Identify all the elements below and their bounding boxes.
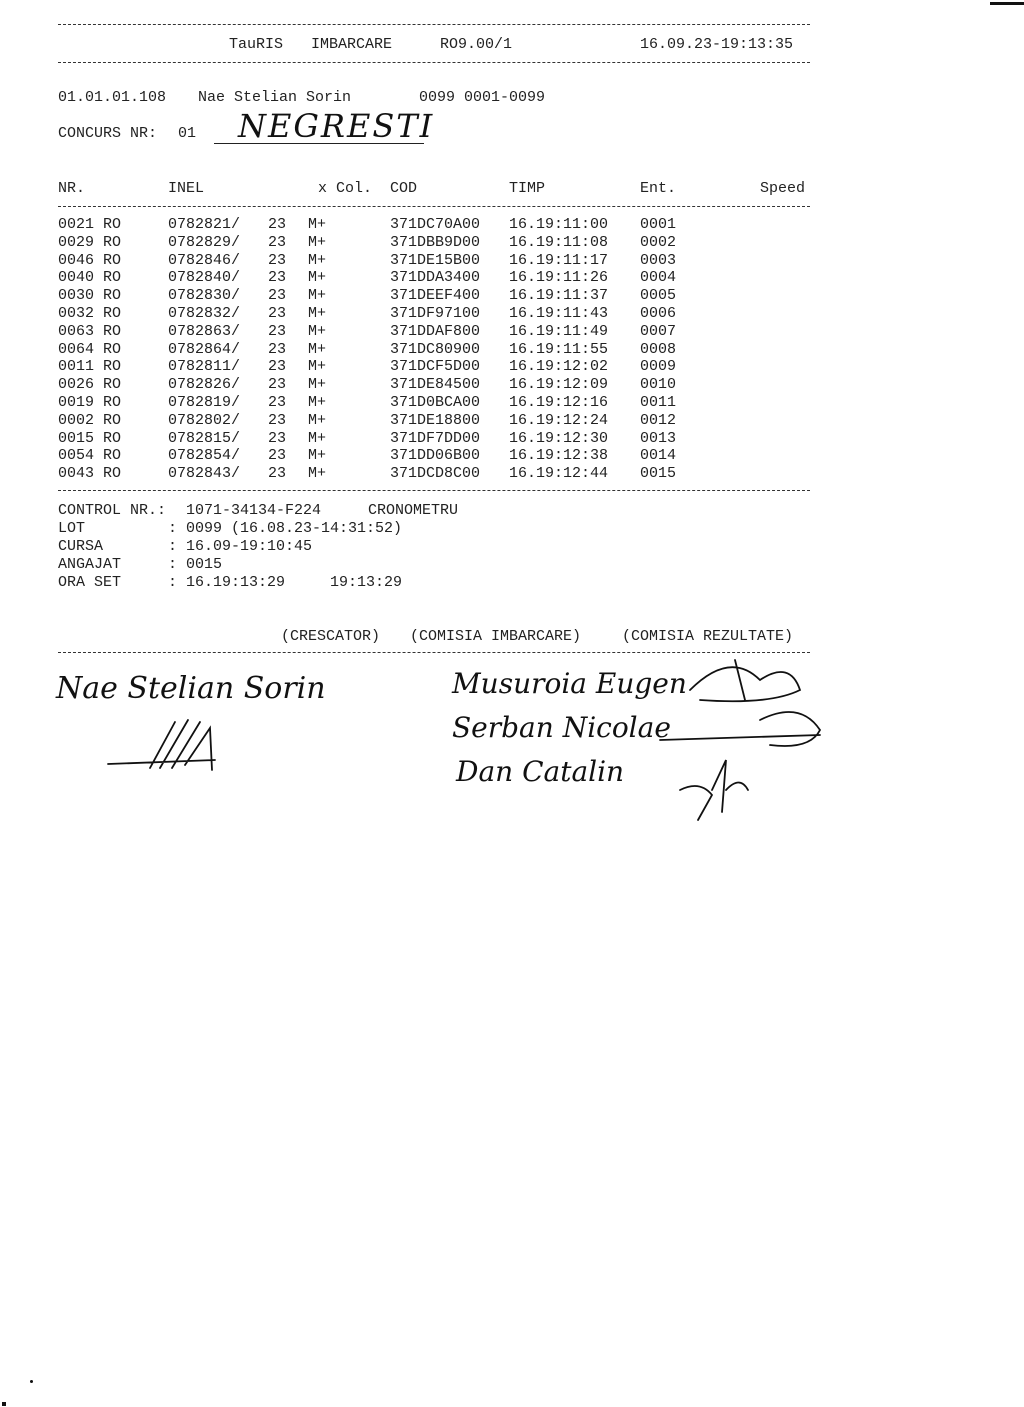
cell-inel: 0782802/ xyxy=(168,411,241,429)
cell-inel: 0782826/ xyxy=(168,376,241,394)
cell-nr: 0063 RO xyxy=(58,322,122,340)
cell-nr: 0054 RO xyxy=(58,447,122,465)
version: RO9.00/1 xyxy=(440,36,513,53)
table-row xyxy=(0,341,1024,359)
cell-col: M+ xyxy=(308,340,327,358)
cell-nr: 0043 RO xyxy=(58,465,122,483)
cell-year: 23 xyxy=(268,376,287,394)
cell-ent: 0003 xyxy=(640,251,677,269)
cell-timp: 16.19:11:49 xyxy=(509,322,609,340)
cell-inel: 0782832/ xyxy=(168,305,241,322)
cell-cod: 371DC80900 xyxy=(390,340,481,358)
cell-ent: 0012 xyxy=(640,411,677,429)
cell-ent: 0011 xyxy=(640,394,677,411)
handwritten-commission-3: Dan Catalin xyxy=(456,755,625,788)
lot-label: LOT xyxy=(58,520,86,537)
cell-ent: 0005 xyxy=(640,287,677,305)
cell-timp: 16.19:12:44 xyxy=(509,465,609,483)
cell-col: M+ xyxy=(308,216,327,233)
cell-inel: 0782819/ xyxy=(168,394,241,411)
cell-inel: 0782821/ xyxy=(168,216,241,233)
cell-cod: 371DE15B00 xyxy=(390,251,481,269)
cell-ent: 0002 xyxy=(640,233,677,251)
cell-timp: 16.19:11:17 xyxy=(509,251,609,269)
cell-col: M+ xyxy=(308,411,327,429)
cell-col: M+ xyxy=(308,465,327,483)
cell-timp: 16.19:12:02 xyxy=(509,358,609,376)
table-bottom-rule xyxy=(58,490,810,491)
cell-col: M+ xyxy=(308,305,327,322)
cell-year: 23 xyxy=(268,447,287,465)
cell-col: M+ xyxy=(308,429,327,447)
cell-nr: 0019 RO xyxy=(58,394,122,411)
cell-nr: 0046 RO xyxy=(58,251,122,269)
cell-nr: 0064 RO xyxy=(58,340,122,358)
table-row xyxy=(0,234,1024,252)
cell-cod: 371DE18800 xyxy=(390,411,481,429)
col-header-timp: TIMP xyxy=(509,180,546,197)
cell-inel: 0782829/ xyxy=(168,233,241,251)
ora-set-label: ORA SET xyxy=(58,574,122,591)
cell-cod: 371DBB9D00 xyxy=(390,233,481,251)
commission-1-signature xyxy=(690,660,800,701)
cell-cod: 371DF97100 xyxy=(390,305,481,322)
cell-inel: 0782863/ xyxy=(168,322,241,340)
cell-year: 23 xyxy=(268,216,287,233)
ring-range: 0099 0001-0099 xyxy=(419,89,546,106)
cell-year: 23 xyxy=(268,322,287,340)
cell-year: 23 xyxy=(268,394,287,411)
col-header-speed: Speed xyxy=(760,180,806,197)
cell-col: M+ xyxy=(308,394,327,411)
cell-nr: 0029 RO xyxy=(58,233,122,251)
lot-value: : 0099 (16.08.23-14:31:52) xyxy=(168,520,403,537)
cell-cod: 371DEEF400 xyxy=(390,287,481,305)
handwritten-location: NEGRESTI xyxy=(238,107,435,145)
angajat-value: : 0015 xyxy=(168,556,223,573)
cell-col: M+ xyxy=(308,447,327,465)
cell-cod: 371DDAF800 xyxy=(390,322,481,340)
breeder-signature xyxy=(108,720,215,770)
cell-year: 23 xyxy=(268,465,287,483)
commission-2-signature xyxy=(660,712,820,746)
scan-dot xyxy=(2,1402,6,1406)
table-row xyxy=(0,430,1024,448)
cell-nr: 0021 RO xyxy=(58,216,122,233)
table-row xyxy=(0,287,1024,305)
cell-ent: 0004 xyxy=(640,269,677,287)
col-header-ent: Ent. xyxy=(640,180,677,197)
col-header-col: x Col. xyxy=(318,180,373,197)
cell-ent: 0009 xyxy=(640,358,677,376)
comisia-rezultate-label: (COMISIA REZULTATE) xyxy=(622,628,794,645)
cell-ent: 0007 xyxy=(640,322,677,340)
program-name: TauRIS xyxy=(229,36,284,53)
cell-inel: 0782843/ xyxy=(168,465,241,483)
table-row xyxy=(0,323,1024,341)
cell-cod: 371DF7DD00 xyxy=(390,429,481,447)
cell-cod: 371DD06B00 xyxy=(390,447,481,465)
concurs-number: 01 xyxy=(178,125,197,142)
cell-col: M+ xyxy=(308,358,327,376)
cell-cod: 371D0BCA00 xyxy=(390,394,481,411)
cell-nr: 0002 RO xyxy=(58,411,122,429)
cell-inel: 0782864/ xyxy=(168,340,241,358)
table-row xyxy=(0,394,1024,412)
scan-dot xyxy=(30,1380,33,1383)
control-label: CONTROL NR.: xyxy=(58,502,167,519)
col-header-cod: COD xyxy=(390,180,418,197)
cell-timp: 16.19:12:38 xyxy=(509,447,609,465)
table-row xyxy=(0,358,1024,376)
cell-timp: 16.19:11:55 xyxy=(509,340,609,358)
cell-inel: 0782840/ xyxy=(168,269,241,287)
ora-set-value: : 16.19:13:29 xyxy=(168,574,286,591)
table-row xyxy=(0,465,1024,483)
table-row xyxy=(0,305,1024,323)
header-bottom-rule xyxy=(58,62,810,63)
crescator-label: (CRESCATOR) xyxy=(281,628,381,645)
table-row xyxy=(0,216,1024,234)
cell-ent: 0001 xyxy=(640,216,677,233)
cell-cod: 371DCD8C00 xyxy=(390,465,481,483)
cell-year: 23 xyxy=(268,287,287,305)
control-device: CRONOMETRU xyxy=(368,502,459,519)
scan-edge-mark xyxy=(990,2,1024,5)
cell-year: 23 xyxy=(268,358,287,376)
table-row xyxy=(0,269,1024,287)
cell-timp: 16.19:11:26 xyxy=(509,269,609,287)
table-row xyxy=(0,447,1024,465)
cell-nr: 0030 RO xyxy=(58,287,122,305)
cell-nr: 0015 RO xyxy=(58,429,122,447)
cell-timp: 16.19:12:24 xyxy=(509,411,609,429)
handwritten-commission-2: Serban Nicolae xyxy=(452,711,671,744)
cell-timp: 16.19:11:43 xyxy=(509,305,609,322)
cell-year: 23 xyxy=(268,340,287,358)
cursa-value: : 16.09-19:10:45 xyxy=(168,538,313,555)
comisia-imbarcare-label: (COMISIA IMBARCARE) xyxy=(410,628,582,645)
handwritten-breeder-name: Nae Stelian Sorin xyxy=(56,671,326,706)
commission-3-signature xyxy=(680,760,748,820)
cell-col: M+ xyxy=(308,251,327,269)
cell-year: 23 xyxy=(268,411,287,429)
cell-col: M+ xyxy=(308,269,327,287)
cell-timp: 16.19:12:16 xyxy=(509,394,609,411)
concurs-label: CONCURS NR: xyxy=(58,125,158,142)
cell-nr: 0040 RO xyxy=(58,269,122,287)
cell-timp: 16.19:11:00 xyxy=(509,216,609,233)
control-value: 1071-34134-F224 xyxy=(186,502,322,519)
cell-timp: 16.19:12:30 xyxy=(509,429,609,447)
cell-cod: 371DC70A00 xyxy=(390,216,481,233)
cell-timp: 16.19:11:08 xyxy=(509,233,609,251)
cell-year: 23 xyxy=(268,269,287,287)
cell-ent: 0006 xyxy=(640,305,677,322)
table-row xyxy=(0,412,1024,430)
report-datetime: 16.09.23-19:13:35 xyxy=(640,36,794,53)
cell-cod: 371DCF5D00 xyxy=(390,358,481,376)
cell-col: M+ xyxy=(308,376,327,394)
cell-ent: 0013 xyxy=(640,429,677,447)
cell-col: M+ xyxy=(308,233,327,251)
col-header-nr: NR. xyxy=(58,180,86,197)
cell-ent: 0008 xyxy=(640,340,677,358)
cell-cod: 371DE84500 xyxy=(390,376,481,394)
table-row xyxy=(0,252,1024,270)
cell-inel: 0782815/ xyxy=(168,429,241,447)
cell-year: 23 xyxy=(268,429,287,447)
cell-col: M+ xyxy=(308,287,327,305)
cell-timp: 16.19:11:37 xyxy=(509,287,609,305)
ora-set-value-2: 19:13:29 xyxy=(330,574,403,591)
owner-code: 01.01.01.108 xyxy=(58,89,167,106)
cell-year: 23 xyxy=(268,305,287,322)
cell-year: 23 xyxy=(268,233,287,251)
cell-inel: 0782811/ xyxy=(168,358,241,376)
cell-inel: 0782830/ xyxy=(168,287,241,305)
owner-name: Nae Stelian Sorin xyxy=(198,89,352,106)
cell-ent: 0010 xyxy=(640,376,677,394)
table-row xyxy=(0,376,1024,394)
handwritten-commission-1: Musuroia Eugen xyxy=(452,667,687,700)
cell-timp: 16.19:12:09 xyxy=(509,376,609,394)
cell-ent: 0014 xyxy=(640,447,677,465)
table-header-rule xyxy=(58,206,810,207)
signature-rule xyxy=(58,652,810,653)
cell-ent: 0015 xyxy=(640,465,677,483)
section-name: IMBARCARE xyxy=(311,36,393,53)
angajat-label: ANGAJAT xyxy=(58,556,122,573)
cell-nr: 0011 RO xyxy=(58,358,122,376)
cell-inel: 0782854/ xyxy=(168,447,241,465)
cell-nr: 0032 RO xyxy=(58,305,122,322)
cell-nr: 0026 RO xyxy=(58,376,122,394)
col-header-inel: INEL xyxy=(168,180,205,197)
location-underline xyxy=(214,143,424,144)
cell-col: M+ xyxy=(308,322,327,340)
header-top-rule xyxy=(58,24,810,25)
cell-cod: 371DDA3400 xyxy=(390,269,481,287)
cell-inel: 0782846/ xyxy=(168,251,241,269)
cursa-label: CURSA xyxy=(58,538,104,555)
cell-year: 23 xyxy=(268,251,287,269)
